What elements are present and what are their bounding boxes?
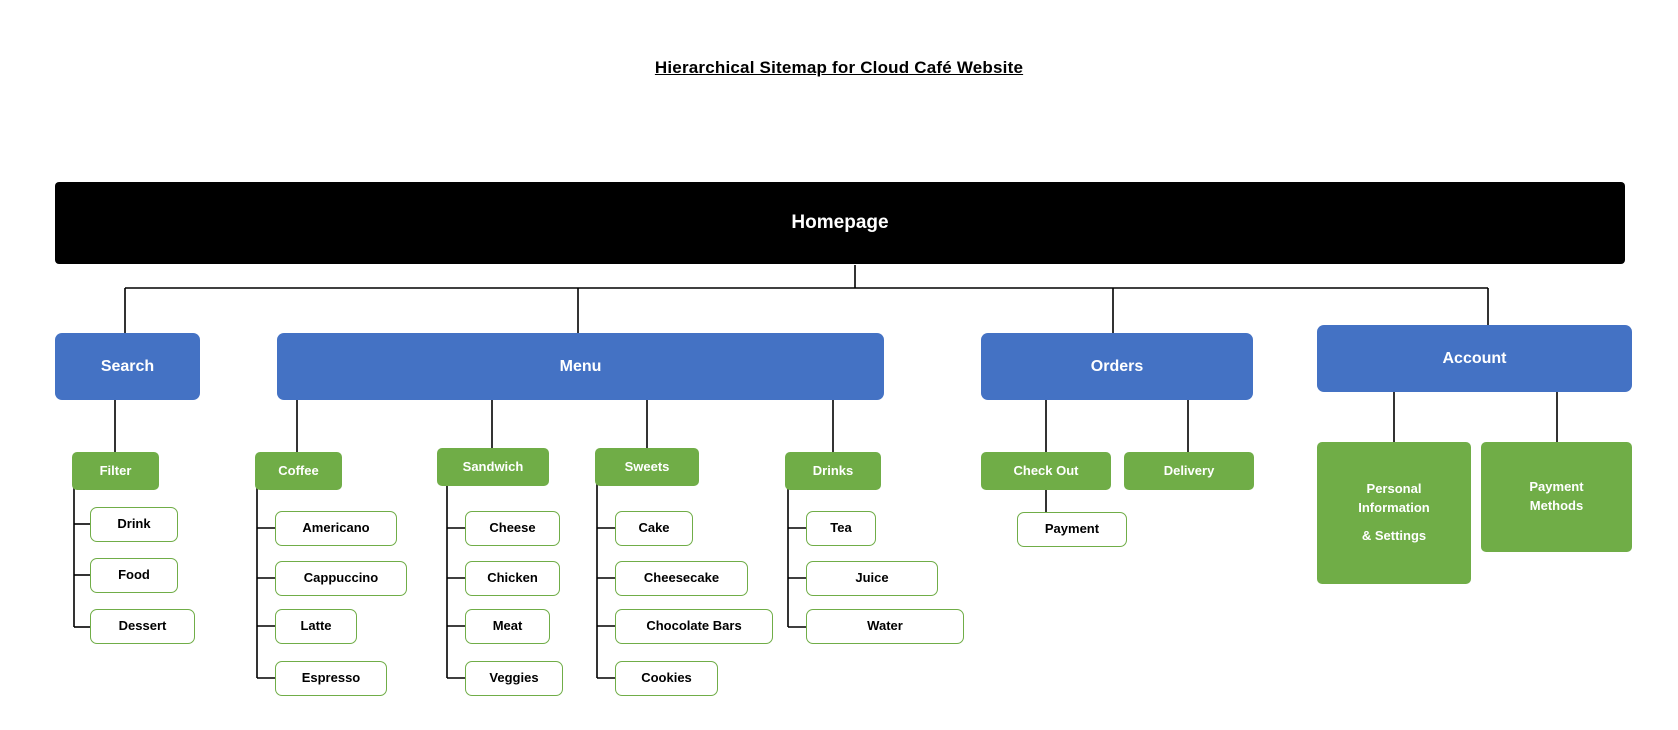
- node-sweets[interactable]: [595, 448, 699, 486]
- node-label: Homepage: [791, 212, 889, 234]
- node-label-line1: Personal: [1366, 480, 1422, 496]
- node-account[interactable]: [1317, 325, 1632, 392]
- node-label: Dessert: [118, 618, 167, 634]
- node-meat[interactable]: [465, 609, 550, 644]
- node-label: Cake: [638, 520, 670, 536]
- node-label: Menu: [559, 357, 602, 375]
- node-label-line1: Payment: [1529, 479, 1584, 495]
- node-label: Payment: [1044, 521, 1100, 537]
- node-label: Cheesecake: [643, 570, 720, 586]
- node-cheesecake[interactable]: [615, 561, 748, 596]
- node-label: Filter: [99, 462, 132, 478]
- node-chicken[interactable]: [465, 561, 560, 596]
- node-label: Sandwich: [462, 458, 524, 474]
- node-chocolate-bars[interactable]: [615, 609, 773, 644]
- node-label: Drinks: [812, 462, 854, 478]
- node-label: Search: [100, 357, 155, 375]
- node-label: Coffee: [278, 462, 319, 478]
- node-juice[interactable]: [806, 561, 938, 596]
- node-label: Check Out: [1013, 462, 1079, 478]
- node-label-line2: Methods: [1529, 498, 1584, 513]
- node-search[interactable]: [55, 333, 200, 400]
- node-orders[interactable]: [981, 333, 1253, 400]
- node-label: Latte: [300, 618, 332, 634]
- node-label: Juice: [855, 570, 889, 586]
- node-cookies[interactable]: [615, 661, 718, 696]
- node-water[interactable]: [806, 609, 964, 644]
- node-label: Tea: [830, 520, 852, 536]
- node-drinks[interactable]: [785, 452, 881, 490]
- node-label: Sweets: [624, 458, 670, 474]
- node-label: Meat: [492, 618, 523, 634]
- node-latte[interactable]: [275, 609, 357, 644]
- node-label: Orders: [1090, 357, 1144, 375]
- node-label: Cappuccino: [303, 570, 379, 586]
- node-label: Americano: [302, 520, 370, 536]
- node-label: Cookies: [641, 670, 692, 686]
- node-label: Chocolate Bars: [646, 618, 742, 634]
- node-label-line3: & Settings: [1361, 528, 1427, 544]
- node-cake[interactable]: [615, 511, 693, 546]
- node-label: Account: [1442, 349, 1507, 367]
- node-cheese[interactable]: [465, 511, 560, 546]
- node-cappuccino[interactable]: [275, 561, 407, 596]
- node-homepage[interactable]: [55, 182, 1625, 264]
- node-tea[interactable]: [806, 511, 876, 546]
- node-filter[interactable]: [72, 452, 159, 490]
- node-label: Drink: [117, 516, 151, 532]
- node-personal-information-settings[interactable]: [1317, 442, 1471, 584]
- node-label: Espresso: [301, 670, 361, 686]
- node-coffee[interactable]: [255, 452, 342, 490]
- node-menu[interactable]: [277, 333, 884, 400]
- node-label: Cheese: [489, 520, 536, 536]
- node-delivery[interactable]: [1124, 452, 1254, 490]
- node-dessert[interactable]: [90, 609, 195, 644]
- node-veggies[interactable]: [465, 661, 563, 696]
- node-check-out[interactable]: [981, 452, 1111, 490]
- node-label: Delivery: [1163, 462, 1215, 478]
- node-label: Chicken: [487, 570, 538, 586]
- node-food[interactable]: [90, 558, 178, 593]
- page-title: Hierarchical Sitemap for Cloud Café Website: [654, 58, 1024, 77]
- node-payment[interactable]: [1017, 512, 1127, 547]
- node-payment-methods[interactable]: [1481, 442, 1632, 552]
- node-drink[interactable]: [90, 507, 178, 542]
- node-label: Veggies: [489, 670, 539, 686]
- node-label: Food: [118, 567, 150, 583]
- node-label: Water: [867, 618, 903, 634]
- node-espresso[interactable]: [275, 661, 387, 696]
- node-sandwich[interactable]: [437, 448, 549, 486]
- node-americano[interactable]: [275, 511, 397, 546]
- node-label-line2: Information: [1358, 499, 1430, 515]
